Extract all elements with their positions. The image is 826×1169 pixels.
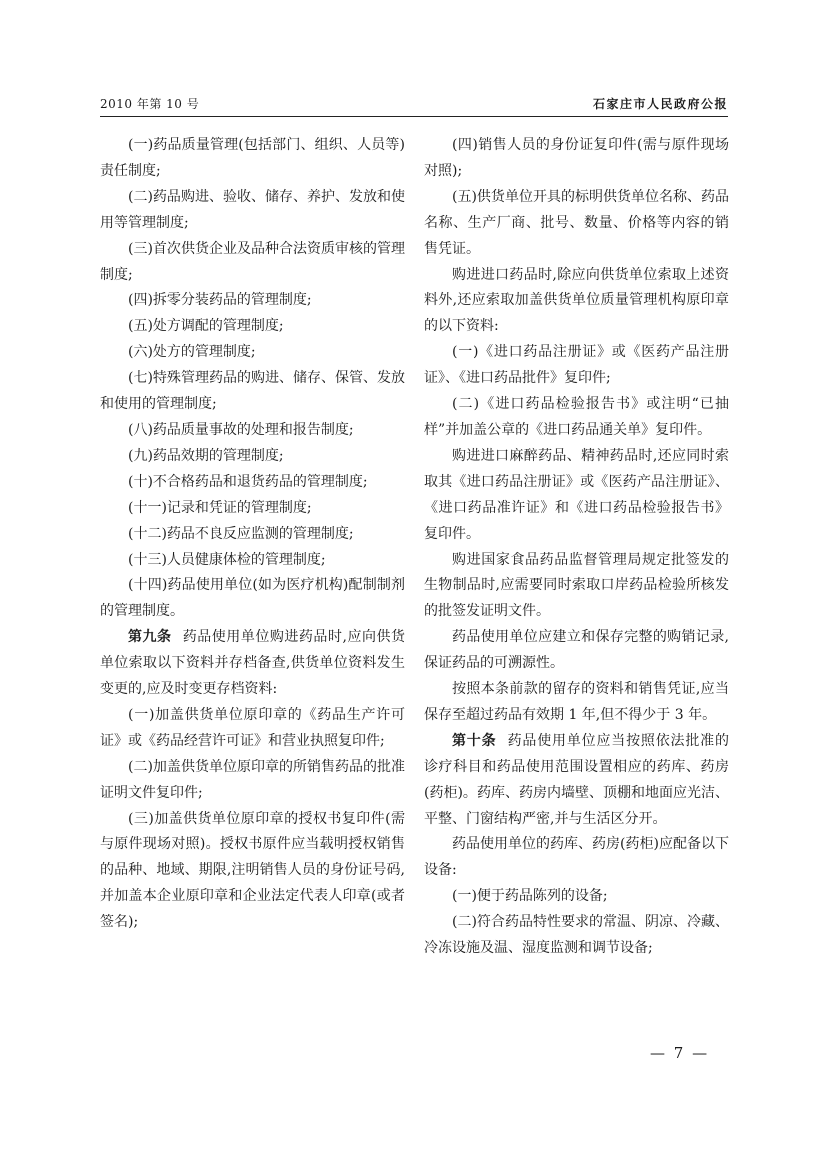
paragraph-text: 药品使用单位应建立和保存完整的购销记录,保证药品的可溯源性。 <box>424 629 729 672</box>
paragraph <box>424 884 729 910</box>
right-column <box>424 133 729 962</box>
paragraph-text: (十二)药品不良反应监测的管理制度; <box>128 525 354 542</box>
paragraph <box>100 807 405 937</box>
paragraph <box>424 548 729 626</box>
paragraph <box>100 625 405 703</box>
paragraph-text: (十四)药品使用单位(如为医疗机构)配制制剂的管理制度。 <box>100 577 405 620</box>
paragraph <box>100 418 405 444</box>
paragraph-text: (七)特殊管理药品的购进、储存、保管、发放和使用的管理制度; <box>100 370 405 413</box>
paragraph-text: 购进进口麻醉药品、精神药品时,还应同时索取其《进口药品注册证》或《医药产品注册证》、《进口药品准许证》和《进口药品检验报告书》复印件。 <box>424 447 729 542</box>
paragraph-text: (二)加盖供货单位原印章的所销售药品的批准证明文件复印件; <box>100 758 405 801</box>
paragraph-text: (一)加盖供货单位原印章的《药品生产许可证》或《药品经营许可证》和营业执照复印件; <box>100 706 405 749</box>
paragraph <box>424 392 729 444</box>
paragraph-text: 药品使用单位应当按照依法批准的诊疗科目和药品使用范围设置相应的药库、药房(药柜)。药库、药房内墙壁、顶棚和地面应光洁、平整、门窗结构严密,并与生活区分开。 <box>424 732 729 827</box>
paragraph-text: (四)拆零分装药品的管理制度; <box>128 292 312 309</box>
paragraph-text: 购进进口药品时,除应向供货单位索取上述资料外,还应索取加盖供货单位质量管理机构原印章的以下资料: <box>424 266 729 335</box>
article-heading: 第九条 <box>128 629 172 646</box>
paragraph <box>424 625 729 677</box>
paragraph <box>100 470 405 496</box>
paragraph <box>424 677 729 729</box>
paragraph <box>424 910 729 962</box>
issue-label: 2010 年第 10 号 <box>100 97 200 111</box>
paragraph-text: (十一)记录和凭证的管理制度; <box>128 499 312 516</box>
paragraph-text: (三)加盖供货单位原印章的授权书复印件(需与原件现场对照)。授权书原件应当载明授权销售的品种、地域、期限,注明销售人员的身份证号码,并加盖本企业原印章和企业法定代表人印章(或者签名); <box>100 810 405 931</box>
paragraph-text: (十三)人员健康体检的管理制度; <box>128 551 326 568</box>
paragraph-text: (二)《进口药品检验报告书》或注明“已抽样”并加盖公章的《进口药品通关单》复印件。 <box>424 396 729 438</box>
paragraph <box>100 314 405 340</box>
paragraph <box>100 444 405 470</box>
paragraph <box>100 237 405 289</box>
paragraph <box>100 288 405 314</box>
paragraph <box>100 496 405 522</box>
paragraph-text: (四)销售人员的身份证复印件(需与原件现场对照); <box>424 137 729 179</box>
header-rule <box>100 116 728 117</box>
paragraph <box>424 185 729 263</box>
paragraph <box>100 548 405 574</box>
paragraph <box>424 340 729 392</box>
publication-title: 石家庄市人民政府公报 <box>592 97 728 111</box>
paragraph <box>424 133 729 185</box>
paragraph-text: (三)首次供货企业及品种合法资质审核的管理制度; <box>100 240 405 283</box>
paragraph-text: (五)供货单位开具的标明供货单位名称、药品名称、生产厂商、批号、数量、价格等内容的销售凭证。 <box>424 188 729 257</box>
paragraph <box>100 185 405 237</box>
page-number: — 7 — <box>650 1044 710 1062</box>
paragraph-text: (二)药品购进、验收、储存、养护、发放和使用等管理制度; <box>100 188 405 231</box>
paragraph-text: (一)便于药品陈列的设备; <box>452 888 608 905</box>
paragraph-text: (五)处方调配的管理制度; <box>128 318 284 335</box>
paragraph <box>100 522 405 548</box>
paragraph-text: 药品使用单位购进药品时,应向供货单位索取以下资料并存档备查,供货单位资料发生变更的,应及时变更存档资料: <box>100 629 405 698</box>
left-column <box>100 133 405 936</box>
paragraph <box>100 573 405 625</box>
paragraph-text: (十)不合格药品和退货药品的管理制度; <box>128 473 368 490</box>
paragraph <box>100 366 405 418</box>
paragraph <box>100 703 405 755</box>
paragraph <box>424 263 729 341</box>
paragraph-text: 购进国家食品药品监督管理局规定批签发的生物制品时,应需要同时索取口岸药品检验所核发的批签发证明文件。 <box>424 551 729 620</box>
paragraph-text: (九)药品效期的管理制度; <box>128 447 284 464</box>
paragraph-text: (二)符合药品特性要求的常温、阴凉、冷藏、冷冻设施及温、湿度监测和调节设备; <box>424 914 729 957</box>
paragraph-text: 按照本条前款的留存的资料和销售凭证,应当保存至超过药品有效期 1 年,但不得少于 3 年。 <box>424 681 729 723</box>
paragraph-text: (一)《进口药品注册证》或《医药产品注册证》、《进口药品批件》复印件; <box>424 344 729 387</box>
paragraph-text: 药品使用单位的药库、药房(药柜)应配备以下设备: <box>424 836 729 879</box>
paragraph <box>424 832 729 884</box>
paragraph <box>100 133 405 185</box>
article-heading: 第十条 <box>452 732 497 749</box>
paragraph <box>100 340 405 366</box>
paragraph-text: (六)处方的管理制度; <box>128 344 256 361</box>
paragraph <box>424 444 729 548</box>
paragraph <box>424 729 729 833</box>
paragraph <box>100 755 405 807</box>
paragraph-text: (一)药品质量管理(包括部门、组织、人员等)责任制度; <box>100 137 405 179</box>
paragraph-text: (八)药品质量事故的处理和报告制度; <box>128 421 354 438</box>
